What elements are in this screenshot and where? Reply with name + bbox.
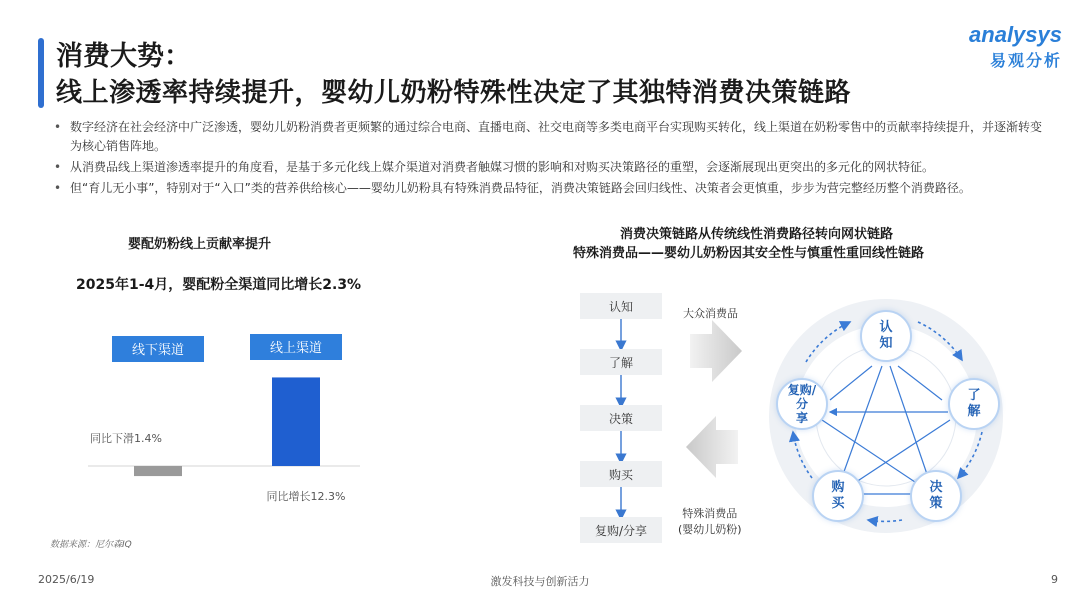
page-title-line2: 线上渗透率持续提升，婴幼儿奶粉特殊性决定了其独特消费决策链路 [56,78,852,108]
footer-slogan: 激发科技与创新活力 [490,575,590,588]
node-label: 认 知 [879,320,893,351]
logo-text-cn: 易观分析 [989,51,1062,70]
linear-step-cognition: 认知 [580,293,662,319]
logo-text-en: analysys [969,22,1062,47]
node-label: 决 策 [929,480,943,511]
mass-consumer-label: 大众消费品 [683,307,738,320]
category-label: 线上渠道 [269,341,323,356]
page-number: 9 [1051,573,1058,586]
linear-step-understand: 了解 [580,349,662,375]
linear-step-repurchase: 复购/分享 [580,517,662,543]
data-source: 数据来源：尼尔森IQ [50,540,132,550]
right-panel-title-line2: 特殊消费品——婴幼儿奶粉因其安全性与慎重性重回线性链路 [573,246,925,261]
node-label: 复购/ 分 享 [787,383,817,425]
network-node-repurchase [776,378,828,430]
bullet-item: • 从消费品线上渠道渗透率提升的角度看，是基于多元化线上媒介渠道对消费者触媒习惯的影响和对购买决策路径的重塑，会逐渐展现出更突出的多元化的网状特征。 [52,158,1042,177]
special-consumer-label [678,506,742,538]
bar-data-label: 同比增长12.3% [266,490,346,503]
node-label: 了 解 [967,388,981,419]
left-panel-title: 婴配奶粉线上贡献率提升 [128,237,272,252]
linear-step-decide: 决策 [580,405,662,431]
right-panel-title-line1: 消费决策链路从传统线性消费路径转向网状链路 [620,227,894,242]
linear-step-buy: 购买 [580,461,662,487]
bullet-item: • 数字经济在社会经济中广泛渗透，婴幼儿奶粉消费者更频繁的通过综合电商、直播电商、社交电商等多类电商平台实现购买转化，线上渠道在奶粉零售中的贡献率持续提升，并逐渐转变为核心销售阵地。 [52,118,1042,156]
category-label: 线下渠道 [131,343,185,358]
special-label-line1: 特殊消费品 [682,507,738,520]
mass-arrow-right [690,320,742,382]
special-arrow-left [686,416,738,478]
network-node-understand [948,378,1000,430]
page-title-line1: 消费大势： [56,41,191,72]
network-node-decide [910,470,962,522]
special-label-line2: (婴幼儿奶粉) [678,523,742,536]
footer-date: 2025/6/19 [38,573,95,586]
network-node-buy [812,470,864,522]
bar-data-label: 同比下滑1.4% [90,432,162,445]
node-label: 购 买 [831,480,845,511]
chart-subtitle: 2025年1-4月，婴配粉全渠道同比增长2.3% [76,277,362,293]
network-inner-ring [816,346,956,486]
bullet-item: • 但“育儿无小事”，特别对于“入口”类的营养供给核心——婴幼儿奶粉具有特殊消费品特征，消费决策链路会回归线性、决策者会更慎重，步步为营完整经历整个消费路径。 [52,179,1042,198]
network-node-cognition [860,310,912,362]
